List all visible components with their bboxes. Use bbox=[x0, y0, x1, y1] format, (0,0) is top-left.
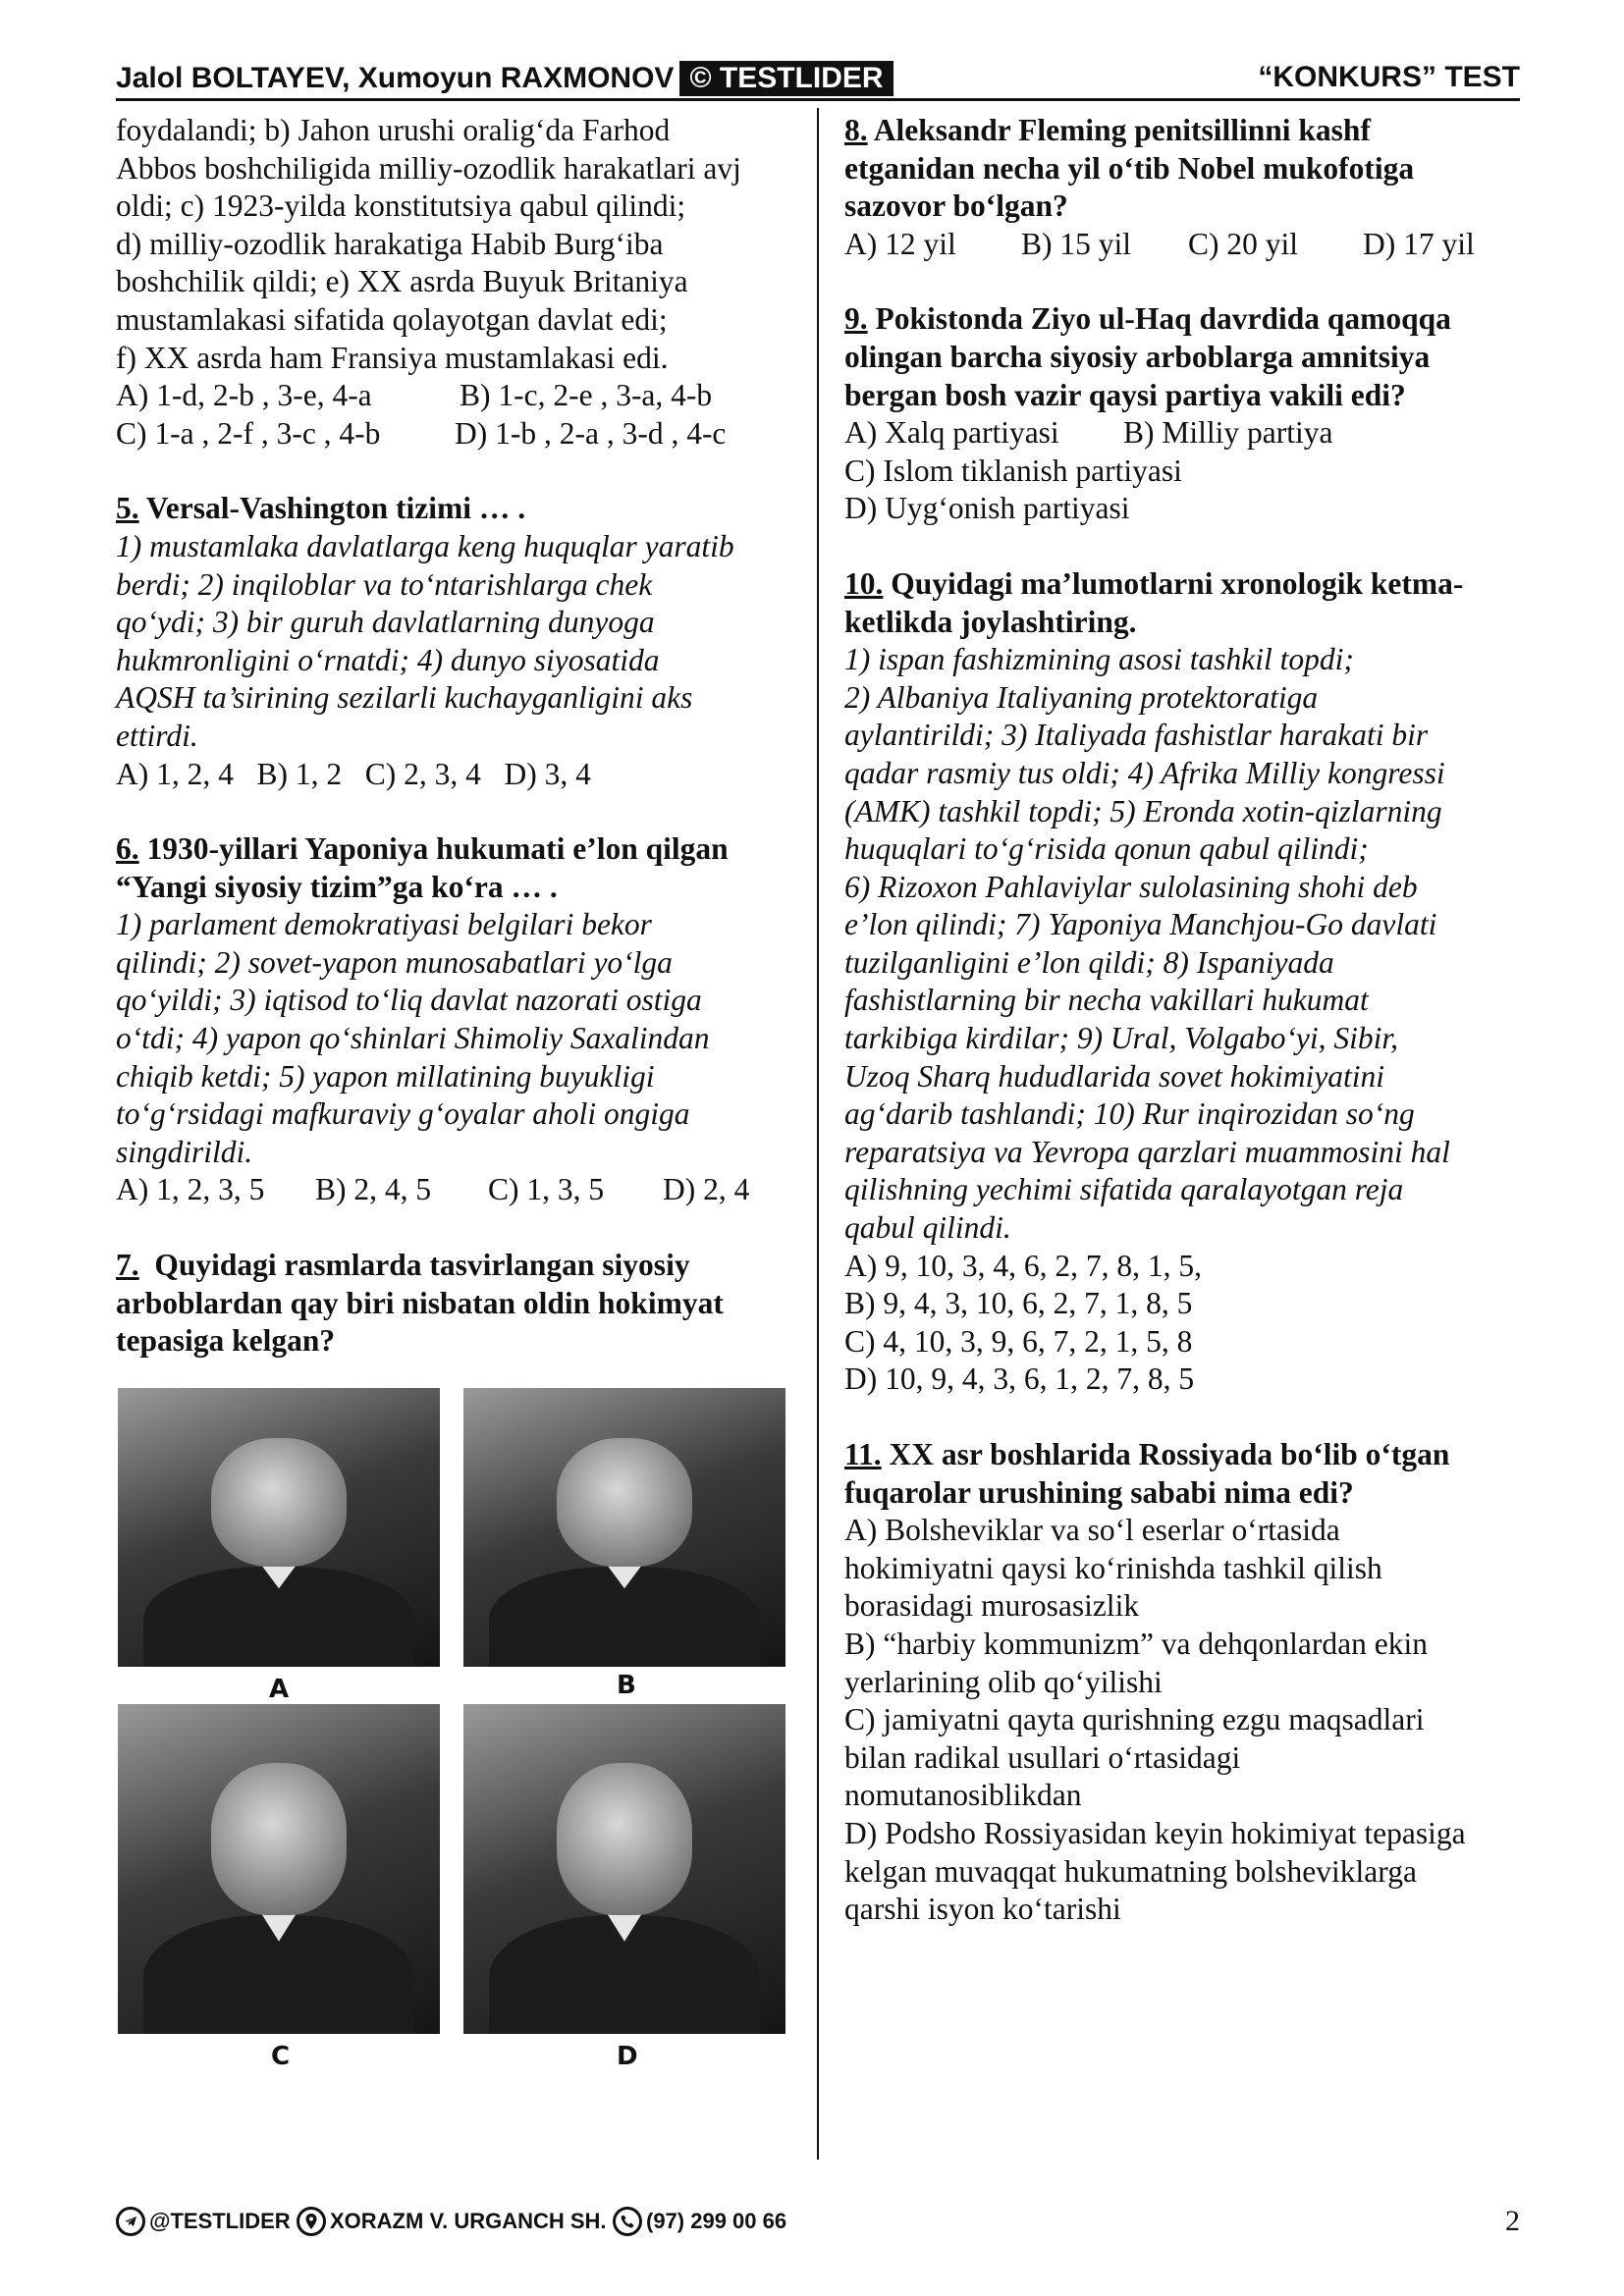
text-line: o‘tdi; 4) yapon qo‘shinlari Shimoliy Saxalindan bbox=[116, 1021, 710, 1056]
question-title bbox=[844, 1436, 1512, 1474]
question-title bbox=[116, 1247, 793, 1285]
option-a: A) Xalq partiyasi bbox=[844, 415, 1059, 451]
page-footer bbox=[116, 2199, 1520, 2248]
option-b: B) 15 yil bbox=[1021, 226, 1132, 261]
question-9 bbox=[844, 300, 1512, 528]
text-line: 1) ispan fashizmining asosi tashkil topdi; bbox=[844, 642, 1354, 677]
text-line: 1) mustamlaka davlatlarga keng huquqlar yaratib bbox=[116, 528, 734, 563]
question-number: 9. bbox=[844, 301, 868, 337]
text-line: qilindi; 2) sovet-yapon munosabatlari yo‘lga bbox=[116, 944, 673, 980]
option-a: A) 1, 2, 3, 5 bbox=[116, 1172, 265, 1207]
option-d: D) 2, 4 bbox=[663, 1172, 750, 1207]
answer-options: A) 1, 2, 4 B) 1, 2 C) 2, 3, 4 D) 3, 4 bbox=[116, 756, 591, 791]
question-title bbox=[844, 300, 1512, 339]
column-divider bbox=[817, 108, 819, 2160]
question-number: 10. bbox=[844, 565, 884, 601]
question-number: 8. bbox=[844, 113, 868, 147]
text-line: ag‘darib tashlandi; 10) Rur inqirozidan so‘ng bbox=[844, 1096, 1415, 1132]
question-text: tepasiga kelgan? bbox=[116, 1323, 336, 1359]
portrait-label-a: A bbox=[269, 1674, 290, 1704]
text-line: AQSH ta’sirining sezilarli kuchayganligini aks bbox=[116, 680, 693, 716]
text-line: 6) Rizoxon Pahlaviylar sulolasining shohi deb bbox=[844, 869, 1418, 904]
option-a: A) 1-d, 2-b , 3-e, 4-a bbox=[116, 378, 372, 413]
question-number: 11. bbox=[844, 1437, 882, 1471]
question-6 bbox=[116, 830, 793, 1209]
question-text: sazovor bo‘lgan? bbox=[844, 188, 1068, 224]
text-line: qo‘yildi; 3) iqtisod to‘liq davlat nazorati ostiga bbox=[116, 983, 702, 1018]
question-text: Quyidagi ma’lumotlarni xronologik ketma- bbox=[883, 565, 1464, 601]
question-title bbox=[844, 112, 1512, 150]
option-d: D) 17 yil bbox=[1363, 226, 1475, 261]
text-line: berdi; 2) inqiloblar va to‘ntarishlarga chek bbox=[116, 566, 653, 602]
option-b: B) Milliy partiya bbox=[1123, 415, 1333, 451]
text-line: B) “harbiy kommunizm” va dehqonlardan ekin bbox=[844, 1626, 1428, 1661]
footer-phone bbox=[613, 2207, 786, 2236]
text-line: d) milliy-ozodlik harakatiga Habib Burg‘iba bbox=[116, 226, 664, 261]
portrait-grid bbox=[116, 1388, 793, 2075]
text-line: A) Bolsheviklar va so‘l eserlar o‘rtasida bbox=[844, 1513, 1340, 1548]
question-text: fuqarolar urushining sababi nima edi? bbox=[844, 1474, 1354, 1510]
question-text: Aleksandr Fleming penitsillinni kashf bbox=[867, 113, 1371, 147]
text-line: ettirdi. bbox=[116, 718, 198, 753]
text-line: qilishning yechimi sifatida qaralayotgan reja bbox=[844, 1172, 1404, 1207]
text-line: singdirildi. bbox=[116, 1134, 253, 1169]
text-line: oldi; c) 1923-yilda konstitutsiya qabul qilindi; bbox=[116, 188, 686, 224]
option-c: C) 4, 10, 3, 9, 6, 7, 2, 1, 5, 8 bbox=[844, 1323, 1193, 1359]
text-line: qarshi isyon ko‘tarishi bbox=[844, 1892, 1121, 1927]
question-title bbox=[116, 490, 793, 528]
question-8 bbox=[844, 112, 1512, 263]
text-line: (AMK) tashkil topdi; 5) Eronda xotin-qizlarning bbox=[844, 793, 1442, 828]
footer-location-text: XORAZM V. URGANCH SH. bbox=[330, 2209, 607, 2233]
portrait-head bbox=[211, 1763, 347, 1915]
text-line: fashistlarning bir necha vakillari hukumat bbox=[844, 983, 1369, 1018]
text-line: Abbos boshchiligida milliy-ozodlik harakatlari avj bbox=[116, 150, 741, 186]
text-line: boshchilik qildi; e) XX asrda Buyuk Britaniya bbox=[116, 264, 688, 299]
text-line: borasidagi murosasizlik bbox=[844, 1588, 1140, 1624]
text-line: huquqlari to‘g‘risida qonun qabul qilindi; bbox=[844, 831, 1369, 867]
portrait-photo-d bbox=[463, 1704, 785, 2034]
header-brand: © TESTLIDER bbox=[679, 61, 893, 96]
option-a: A) 9, 10, 3, 4, 6, 2, 7, 8, 1, 5, bbox=[844, 1248, 1202, 1283]
text-line: nomutanosiblikdan bbox=[844, 1778, 1082, 1813]
footer-telegram-handle: @TESTLIDER bbox=[149, 2209, 291, 2233]
text-line: C) jamiyatni qayta qurishning ezgu maqsadlari bbox=[844, 1702, 1425, 1737]
portrait-head bbox=[211, 1438, 347, 1567]
portrait-head bbox=[557, 1438, 692, 1567]
question-4-continued bbox=[116, 112, 793, 453]
phone-icon bbox=[613, 2207, 642, 2236]
answer-options bbox=[844, 414, 1512, 453]
telegram-icon bbox=[116, 2207, 145, 2236]
text-line: hukmronligini o‘rnatdi; 4) dunyo siyosatida bbox=[116, 642, 660, 677]
left-column bbox=[116, 112, 793, 2075]
option-b: B) 9, 4, 3, 10, 6, 2, 7, 1, 8, 5 bbox=[844, 1286, 1193, 1321]
option-b: B) 2, 4, 5 bbox=[315, 1172, 432, 1207]
question-5 bbox=[116, 490, 793, 793]
option-d: D) Uyg‘onish partiyasi bbox=[844, 491, 1130, 526]
text-line: qabul qilindi. bbox=[844, 1210, 1011, 1246]
portrait-photo-a bbox=[118, 1388, 440, 1667]
question-number: 7. bbox=[116, 1248, 139, 1283]
footer-phone-number: (97) 299 00 66 bbox=[646, 2209, 787, 2233]
portrait-head bbox=[557, 1763, 692, 1915]
footer-telegram bbox=[116, 2207, 291, 2236]
option-c: C) 20 yil bbox=[1188, 226, 1299, 261]
text-line: bilan radikal usullari o‘rtasidagi bbox=[844, 1739, 1241, 1775]
question-number: 6. bbox=[116, 831, 139, 867]
text-line: f) XX asrda ham Fransiya mustamlakasi edi. bbox=[116, 340, 669, 375]
header-authors: Jalol BOLTAYEV, Xumoyun RAXMONOV bbox=[116, 62, 675, 94]
question-text: bergan bosh vazir qaysi partiya vakili edi? bbox=[844, 377, 1406, 412]
right-column bbox=[844, 112, 1512, 1966]
text-line: reparatsiya va Yevropa qarzlari muammosini hal bbox=[844, 1134, 1450, 1169]
text-line: chiqib ketdi; 5) yapon millatining buyukligi bbox=[116, 1058, 655, 1094]
question-text: “Yangi siyosiy tizim”ga ko‘ra … . bbox=[116, 869, 558, 904]
text-line: aylantirildi; 3) Italiyada fashistlar harakati bir bbox=[844, 718, 1429, 753]
location-pin-icon bbox=[297, 2207, 326, 2236]
question-title bbox=[844, 565, 1512, 604]
header-left bbox=[116, 61, 893, 96]
question-title bbox=[116, 830, 793, 869]
option-b: B) 1-c, 2-e , 3-a, 4-b bbox=[460, 378, 713, 413]
answer-options bbox=[844, 226, 1512, 264]
text-line: e’lon qilindi; 7) Yaponiya Manchjou-Go davlati bbox=[844, 907, 1437, 942]
text-line: qo‘ydi; 3) bir guruh davlatlarning dunyoga bbox=[116, 605, 655, 640]
text-line: to‘g‘rsidagi mafkuraviy g‘oyalar aholi ongiga bbox=[116, 1096, 690, 1132]
text-line: Uzoq Sharq hududlarida sovet hokimiyatini bbox=[844, 1058, 1385, 1094]
page-header bbox=[116, 59, 1520, 101]
question-text: Pokistonda Ziyo ul-Haq davrdida qamoqqa bbox=[867, 301, 1451, 337]
text-line: qadar rasmiy tus oldi; 4) Afrika Milliy kongressi bbox=[844, 755, 1445, 790]
answer-options bbox=[116, 377, 793, 415]
answer-options bbox=[116, 1171, 793, 1209]
question-text: Versal-Vashington tizimi … . bbox=[138, 491, 526, 526]
text-line: kelgan muvaqqat hukumatning bolsheviklarga bbox=[844, 1853, 1417, 1889]
text-line: mustamlakasi sifatida qolayotgan davlat edi; bbox=[116, 301, 668, 337]
text-line: yerlarining olib qo‘yilishi bbox=[844, 1664, 1163, 1699]
text-line: D) Podsho Rossiyasidan keyin hokimiyat tepasiga bbox=[844, 1815, 1466, 1850]
text-line: hokimiyatni qaysi ko‘rinishda tashkil qilish bbox=[844, 1550, 1382, 1585]
option-c: C) Islom tiklanish partiyasi bbox=[844, 453, 1182, 488]
option-c: C) 1-a , 2-f , 3-c , 4-b bbox=[116, 415, 381, 451]
page-number: 2 bbox=[1505, 2205, 1520, 2237]
question-7 bbox=[116, 1247, 793, 1361]
question-text: Quyidagi rasmlarda tasvirlangan siyosiy bbox=[138, 1248, 690, 1283]
option-d: D) 10, 9, 4, 3, 6, 1, 2, 7, 8, 5 bbox=[844, 1362, 1195, 1397]
footer-location bbox=[297, 2207, 607, 2236]
answer-options bbox=[116, 415, 793, 454]
portrait-photo-b bbox=[463, 1388, 785, 1667]
option-a: A) 12 yil bbox=[844, 226, 956, 261]
text-line: foydalandi; b) Jahon urushi oralig‘da Farhod bbox=[116, 113, 671, 147]
text-line: 2) Albaniya Italiyaning protektoratiga bbox=[844, 679, 1319, 715]
text-line: tuzilganligini e’lon qildi; 8) Ispaniyada bbox=[844, 944, 1334, 980]
question-text: 1930-yillari Yaponiya hukumati e’lon qilgan bbox=[138, 831, 729, 867]
question-10 bbox=[844, 565, 1512, 1399]
question-11 bbox=[844, 1436, 1512, 1929]
portrait-label-b: B bbox=[617, 1670, 636, 1700]
option-c: C) 1, 3, 5 bbox=[488, 1172, 605, 1207]
text-line: tarkibiga kirdilar; 9) Ural, Volgabo‘yi, Sibir, bbox=[844, 1021, 1399, 1056]
text-line: 1) parlament demokratiyasi belgilari bekor bbox=[116, 907, 652, 942]
header-test-type: “KONKURS” TEST bbox=[1258, 61, 1520, 93]
question-number: 5. bbox=[116, 491, 139, 526]
question-text: olingan barcha siyosiy arboblarga amnitsiya bbox=[844, 339, 1431, 374]
portrait-label-c: C bbox=[271, 2041, 291, 2071]
portrait-label-d: D bbox=[617, 2041, 638, 2071]
question-text: etganidan necha yil o‘tib Nobel mukofotiga bbox=[844, 150, 1415, 186]
question-text: XX asr boshlarida Rossiyada bo‘lib o‘tgan bbox=[881, 1437, 1450, 1471]
portrait-photo-c bbox=[118, 1704, 440, 2034]
question-text: arboblardan qay biri nisbatan oldin hokimyat bbox=[116, 1285, 724, 1320]
option-d: D) 1-b , 2-a , 3-d , 4-c bbox=[455, 415, 727, 451]
question-text: ketlikda joylashtiring. bbox=[844, 604, 1137, 639]
